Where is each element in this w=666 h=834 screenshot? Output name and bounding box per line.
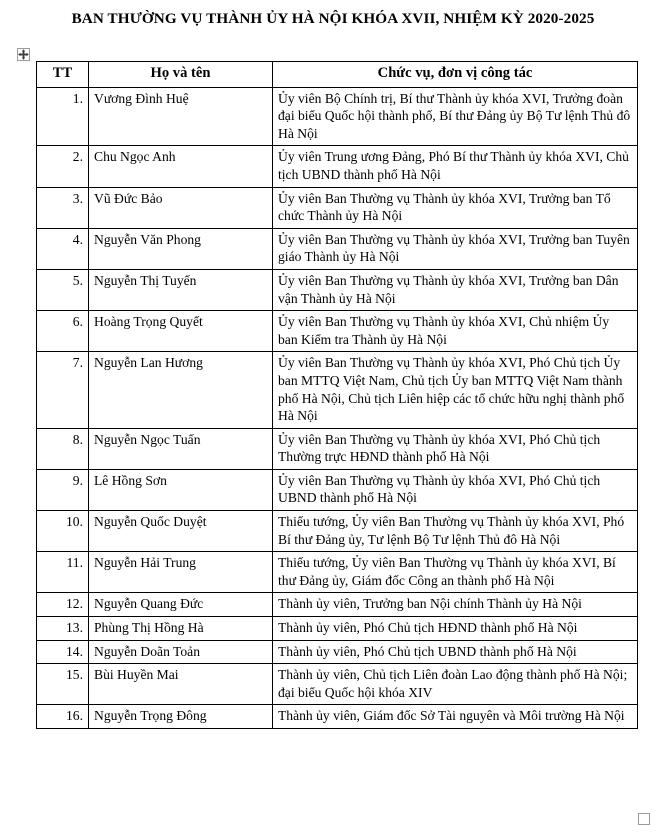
cell-name: Phùng Thị Hồng Hà bbox=[89, 617, 273, 641]
cell-role: Ủy viên Ban Thường vụ Thành ủy khóa XVI, Trưởng ban Dân vận Thành ủy Hà Nội bbox=[273, 269, 638, 310]
table-row bbox=[37, 146, 638, 187]
cell-name: Vương Đình Huệ bbox=[89, 87, 273, 146]
cell-role: Ủy viên Ban Thường vụ Thành ủy khóa XVI, Trưởng ban Tuyên giáo Thành ủy Hà Nội bbox=[273, 228, 638, 269]
cell-tt: 16. bbox=[37, 705, 89, 729]
cell-role: Thành ủy viên, Phó Chủ tịch HĐND thành phố Hà Nội bbox=[273, 617, 638, 641]
cell-tt: 4. bbox=[37, 228, 89, 269]
table-row bbox=[37, 228, 638, 269]
table-row bbox=[37, 187, 638, 228]
cell-name: Nguyễn Lan Hương bbox=[89, 352, 273, 428]
cell-name: Lê Hồng Sơn bbox=[89, 469, 273, 510]
column-header-role: Chức vụ, đơn vị công tác bbox=[273, 62, 638, 88]
cell-tt: 1. bbox=[37, 87, 89, 146]
cell-name: Chu Ngọc Anh bbox=[89, 146, 273, 187]
cell-name: Nguyễn Doãn Toản bbox=[89, 640, 273, 664]
cell-name: Nguyễn Quốc Duyệt bbox=[89, 511, 273, 552]
column-header-name: Họ và tên bbox=[89, 62, 273, 88]
cell-role: Ủy viên Trung ương Đảng, Phó Bí thư Thành ủy khóa XVI, Chủ tịch UBND thành phố Hà Nội bbox=[273, 146, 638, 187]
cell-tt: 6. bbox=[37, 311, 89, 352]
cell-tt: 8. bbox=[37, 428, 89, 469]
cell-role: Thành ủy viên, Trưởng ban Nội chính Thành ủy Hà Nội bbox=[273, 593, 638, 617]
cell-name: Bùi Huyền Mai bbox=[89, 664, 273, 705]
cell-role: Thành ủy viên, Giám đốc Sở Tài nguyên và Môi trường Hà Nội bbox=[273, 705, 638, 729]
cell-tt: 7. bbox=[37, 352, 89, 428]
cell-role: Thành ủy viên, Chủ tịch Liên đoàn Lao động thành phố Hà Nội; đại biểu Quốc hội khóa XIV bbox=[273, 664, 638, 705]
cell-tt: 14. bbox=[37, 640, 89, 664]
cell-name: Nguyễn Hải Trung bbox=[89, 552, 273, 593]
cell-name: Nguyễn Ngọc Tuấn bbox=[89, 428, 273, 469]
table-row bbox=[37, 617, 638, 641]
table-resize-handle[interactable] bbox=[638, 813, 650, 825]
cell-tt: 5. bbox=[37, 269, 89, 310]
table-row bbox=[37, 311, 638, 352]
standing-committee-table bbox=[36, 61, 638, 729]
table-row bbox=[37, 593, 638, 617]
cell-tt: 3. bbox=[37, 187, 89, 228]
cell-name: Nguyễn Thị Tuyến bbox=[89, 269, 273, 310]
cell-tt: 13. bbox=[37, 617, 89, 641]
page-title: BAN THƯỜNG VỤ THÀNH ỦY HÀ NỘI KHÓA XVII, NHIỆM KỲ 2020-2025 bbox=[71, 10, 595, 27]
cell-role: Ủy viên Ban Thường vụ Thành ủy khóa XVI, Phó Chủ tịch Ủy ban MTTQ Việt Nam, Chủ tịch Ủy ban MTTQ Việt Nam thành phố Hà Nội, Chủ tịch Liên hiệp các tổ chức hữu nghị thành phố Hà Nội bbox=[273, 352, 638, 428]
cell-tt: 2. bbox=[37, 146, 89, 187]
table-row bbox=[37, 352, 638, 428]
cell-role: Ủy viên Ban Thường vụ Thành ủy khóa XVI, Trưởng ban Tổ chức Thành ủy Hà Nội bbox=[273, 187, 638, 228]
table-row bbox=[37, 640, 638, 664]
cell-role: Ủy viên Ban Thường vụ Thành ủy khóa XVI, Chủ nhiệm Ủy ban Kiểm tra Thành ủy Hà Nội bbox=[273, 311, 638, 352]
cell-name: Nguyễn Văn Phong bbox=[89, 228, 273, 269]
cell-role: Thiếu tướng, Ủy viên Ban Thường vụ Thành ủy khóa XVI, Bí thư Đảng ủy, Giám đốc Công an thành phố Hà Nội bbox=[273, 552, 638, 593]
table-row bbox=[37, 269, 638, 310]
table-row bbox=[37, 511, 638, 552]
table-row bbox=[37, 664, 638, 705]
cell-role: Thành ủy viên, Phó Chủ tịch UBND thành phố Hà Nội bbox=[273, 640, 638, 664]
cell-role: Thiếu tướng, Ủy viên Ban Thường vụ Thành ủy khóa XVI, Phó Bí thư Đảng ủy, Tư lệnh Bộ Tư lệnh Thủ đô Hà Nội bbox=[273, 511, 638, 552]
cell-role: Ủy viên Ban Thường vụ Thành ủy khóa XVI, Phó Chủ tịch UBND thành phố Hà Nội bbox=[273, 469, 638, 510]
cell-tt: 12. bbox=[37, 593, 89, 617]
table-row bbox=[37, 705, 638, 729]
column-header-tt: TT bbox=[37, 62, 89, 88]
cell-tt: 15. bbox=[37, 664, 89, 705]
table-row bbox=[37, 87, 638, 146]
cell-tt: 10. bbox=[37, 511, 89, 552]
table-row bbox=[37, 428, 638, 469]
cell-name: Nguyễn Trọng Đông bbox=[89, 705, 273, 729]
cell-role: Ủy viên Ban Thường vụ Thành ủy khóa XVI, Phó Chủ tịch Thường trực HĐND thành phố Hà Nội bbox=[273, 428, 638, 469]
table-row bbox=[37, 552, 638, 593]
table-row bbox=[37, 469, 638, 510]
cell-tt: 11. bbox=[37, 552, 89, 593]
cell-name: Nguyễn Quang Đức bbox=[89, 593, 273, 617]
table-header-row bbox=[37, 62, 638, 88]
table-move-handle[interactable] bbox=[17, 48, 30, 61]
table-body bbox=[37, 87, 638, 728]
cell-role: Ủy viên Bộ Chính trị, Bí thư Thành ủy khóa XVI, Trưởng đoàn đại biểu Quốc hội thành phố, Bí thư Đảng ủy Bộ Tư lệnh Thủ đô Hà Nội bbox=[273, 87, 638, 146]
cell-name: Vũ Đức Bảo bbox=[89, 187, 273, 228]
cell-name: Hoàng Trọng Quyết bbox=[89, 311, 273, 352]
cell-tt: 9. bbox=[37, 469, 89, 510]
